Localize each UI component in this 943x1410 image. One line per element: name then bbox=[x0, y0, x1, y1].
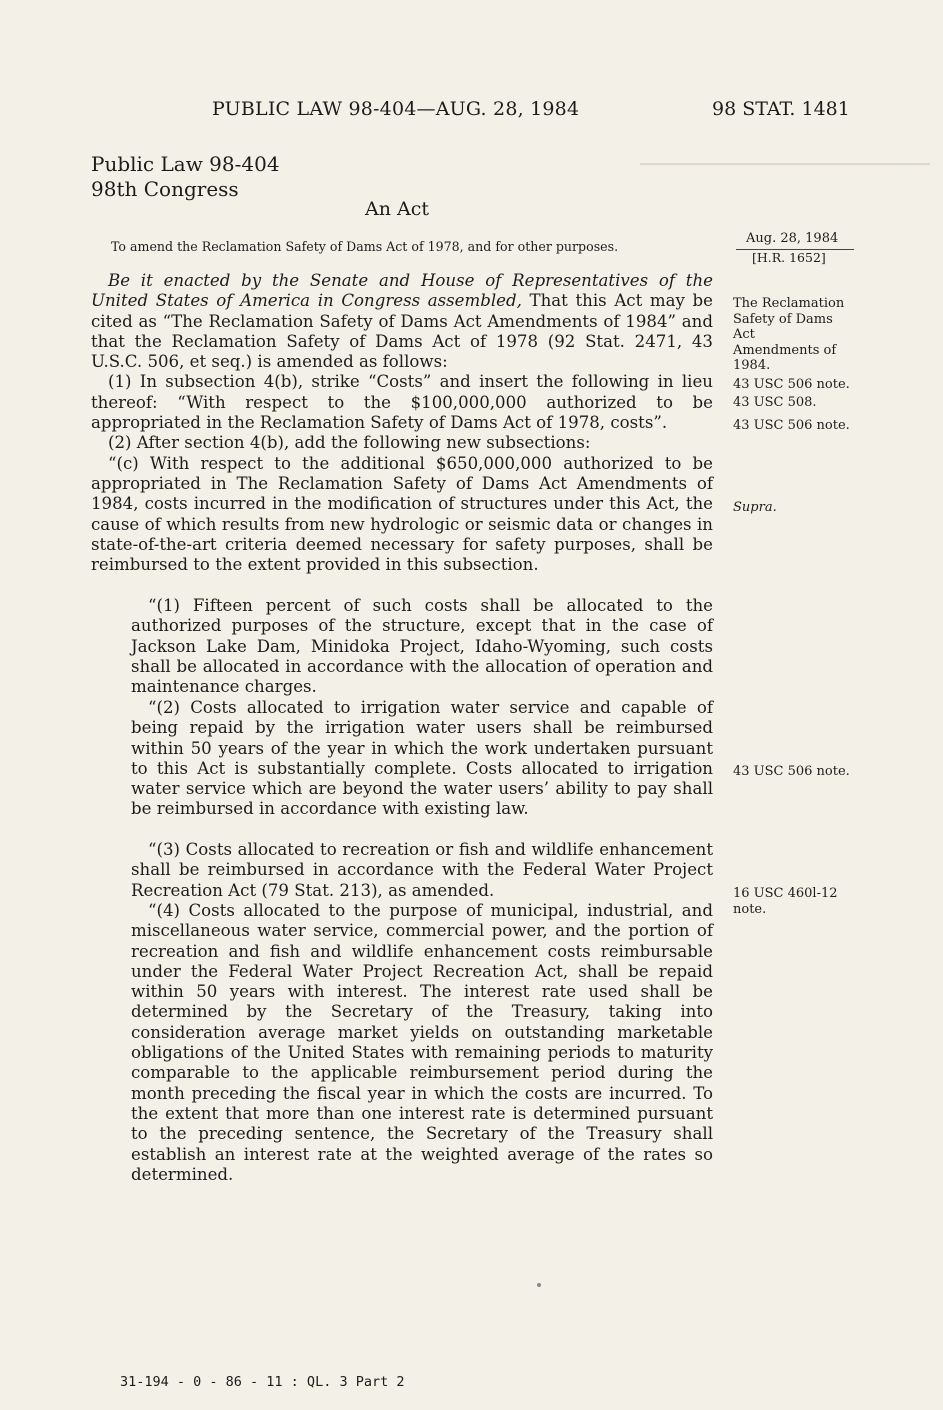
enacting-clause: Be it enacted by the Senate and House of Representatives of the United States of America in Congress assembled, bbox=[91, 271, 713, 311]
note-line: Act bbox=[733, 327, 755, 342]
subsection-c-4 bbox=[131, 901, 713, 1185]
margin-note-supra: Supra. bbox=[733, 500, 777, 515]
margin-note-460: 16 USC 460l-12 bbox=[733, 886, 838, 901]
amendment-item-1: (1) In subsection 4(b), strike “Costs” and insert the following in lieu thereof: “With respect to the $100,000,000 authorized to be appropriated in the Reclamation Safety of Dams Act of 1978, costs”. bbox=[91, 372, 713, 433]
subsection-c-3 bbox=[131, 840, 713, 901]
act-purpose: To amend the Reclamation Safety of Dams Act of 1978, and for other purposes. bbox=[111, 239, 619, 254]
congress-number: 98th Congress bbox=[91, 177, 239, 201]
ink-speck bbox=[537, 1283, 541, 1287]
public-law-number: Public Law 98-404 bbox=[91, 152, 280, 176]
note-line: The Reclamation bbox=[733, 296, 845, 311]
subsection-c: “(c) With respect to the additional $650,000,000 authorized to be appropriated in The Reclamation Safety of Dams Act Amendments of 1984, costs incurred in the modification of structures under this Act, the cause of which results from new hydrologic or seismic data or changes in state-of-the-art criteria deemed necessary for safety purposes, shall be reimbursed to the extent provided in this subsection. bbox=[91, 453, 713, 575]
enactment-date: Aug. 28, 1984 bbox=[746, 231, 839, 246]
note-line: Amendments of bbox=[733, 342, 837, 358]
running-header: PUBLIC LAW 98-404—AUG. 28, 1984 bbox=[212, 98, 580, 120]
bill-number: [H.R. 1652] bbox=[752, 250, 826, 265]
enacting-section bbox=[91, 271, 713, 575]
margin-note-short-title bbox=[733, 296, 844, 374]
subsection-c-1 bbox=[131, 596, 713, 697]
amendment-item-2: (2) After section 4(b), add the following new subsections: bbox=[108, 433, 591, 453]
paragraph-text: “(4) Costs allocated to the purpose of municipal, industrial, and miscellaneous water service, commercial power, and the portion of recreation and fish and wildlife enhancement costs reimbursable under the Federal Water Project Recreation Act, shall be repaid within 50 years with interest. The interest rate used shall be determined by the Secretary of the Treasury, taking into consideration average market yields on outstanding marketable obligations of the United States with remaining periods to maturity comparable to the applicable reimbursement period during the month preceding the fiscal year in which the costs are incurred. To the extent that more than one interest rate is determined pursuant to the preceding sentence, the Secretary of the Treasury shall establish an interest rate at the weighted average of the rates so determined. bbox=[131, 901, 713, 1184]
note-line: 1984. bbox=[733, 358, 771, 373]
paragraph-text: “(3) Costs allocated to recreation or fish and wildlife enhancement shall be reimbursed in accordance with the Federal Water Project Recreation Act (79 Stat. 213), as amended. bbox=[131, 840, 713, 900]
bleed-through: ▁▁▁▁▁▁▁▁▁▁▁▁▁▁▁▁▁▁▁▁▁▁▁▁▁▁▁▁▁ bbox=[640, 151, 930, 166]
short-title-clause: That this Act may be cited as “The Reclamation Safety of Dams Act Amendments of 1984” and that the Reclamation Safety of Dams Act of 1978 (92 Stat. 2471, 43 U.S.C. 506, et seq.) is amended as follows: bbox=[91, 291, 713, 372]
note-line: Safety of Dams bbox=[733, 311, 833, 327]
margin-note-506c: 43 USC 506 note. bbox=[733, 764, 850, 779]
margin-note-460b: note. bbox=[733, 902, 767, 917]
statute-page-number: 98 STAT. 1481 bbox=[712, 98, 850, 120]
paragraph-text: “(1) Fifteen percent of such costs shall be allocated to the authorized purposes of the structure, except that in the case of Jackson Lake Dam, Minidoka Project, Idaho-Wyoming, such costs shall be allocated in accordance with the allocation of operation and maintenance charges. bbox=[131, 596, 713, 697]
margin-note-506: 43 USC 506 note. bbox=[733, 377, 850, 392]
margin-note-506b: 43 USC 506 note. bbox=[733, 418, 850, 433]
subsection-c-2 bbox=[131, 698, 713, 820]
margin-note-508: 43 USC 508. bbox=[733, 395, 817, 410]
act-heading: An Act bbox=[365, 198, 429, 220]
paragraph-text: “(2) Costs allocated to irrigation water service and capable of being repaid by the irrigation water users shall be reimbursed within 50 years of the year in which the work undertaken pursuant to this Act is substantially complete. Costs allocated to irrigation water service which are beyond the water users’ ability to pay shall be reimbursed in accordance with existing law. bbox=[131, 698, 713, 819]
print-code: 31-194 - 0 - 86 - 11 : QL. 3 Part 2 bbox=[120, 1374, 405, 1390]
